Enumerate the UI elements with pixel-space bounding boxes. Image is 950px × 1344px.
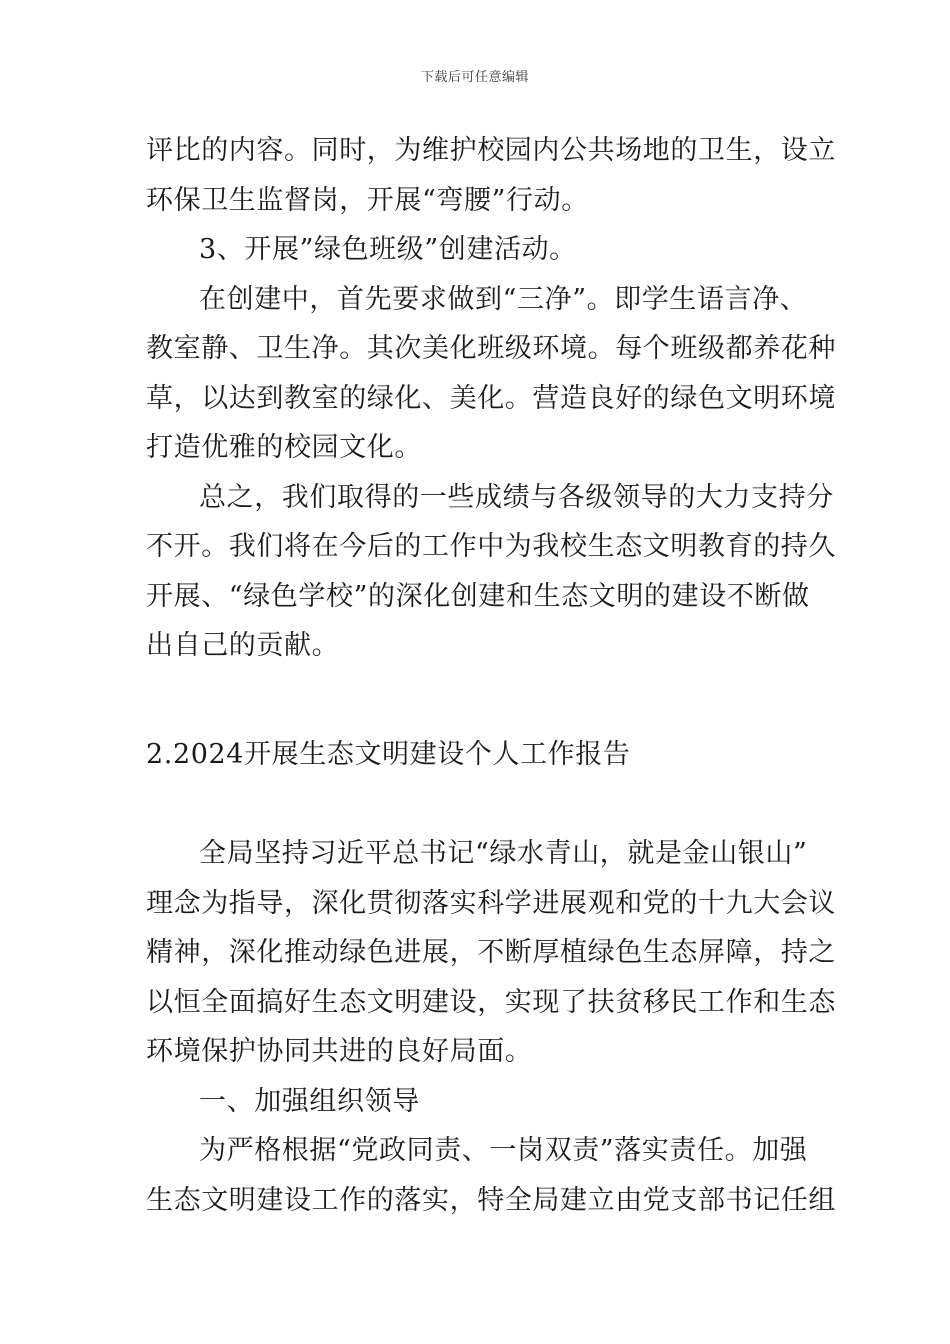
paragraph-line: 以恒全面搞好生态文明建设，实现了扶贫移民工作和生态 — [146, 986, 836, 1018]
paragraph-line: 环保卫生监督岗，开展“弯腰”行动。 — [146, 184, 589, 216]
page-header: 下载后可任意编辑 — [420, 70, 529, 85]
paragraph-line: 为严格根据“党政同责、一岗双责”落实责任。加强 — [199, 1135, 808, 1166]
spacer — [146, 779, 810, 829]
paragraph-line: 精神，深化推动绿色进展，不断厚植绿色生态屏障，持之 — [146, 937, 836, 968]
paragraph-line: 总之，我们取得的一些成绩与各级领导的大力支持分 — [199, 481, 834, 513]
paragraph-line: 出自己的贡献。 — [146, 630, 340, 661]
paragraph-line: 在创建中，首先要求做到“三净”。即学生语言净、 — [199, 283, 808, 315]
paragraph-line: 不开。我们将在今后的工作中为我校生态文明教育的持久 — [146, 531, 836, 562]
section-item-3: 3、开展”绿色班级”创建活动。 — [199, 234, 577, 265]
paragraph-line: 草，以达到教室的绿化、美化。营造良好的绿色文明环境 — [146, 382, 836, 414]
subsection-heading: 一、加强组织领导 — [199, 1085, 420, 1117]
paragraph-line: 开展、“绿色学校”的深化创建和生态文明的建设不断做 — [146, 580, 810, 612]
paragraph-line: 教室静、卫生净。其次美化班级环境。每个班级都养花种 — [146, 333, 836, 364]
paragraph-line: 评比的内容。同时，为维护校园内公共场地的卫生，设立 — [146, 135, 836, 166]
document-body — [146, 126, 836, 1225]
section-heading: 2.2024开展生态文明建设个人工作报告 — [146, 738, 631, 770]
paragraph-line: 打造优雅的校园文化。 — [146, 432, 422, 463]
paragraph-line: 环境保护协同共进的良好局面。 — [146, 1036, 533, 1067]
paragraph-line: 生态文明建设工作的落实，特全局建立由党支部书记任组 — [146, 1184, 836, 1216]
paragraph-line: 全局坚持习近平总书记“绿水青山，就是金山银山” — [199, 838, 808, 869]
spacer — [146, 671, 810, 730]
paragraph-line: 理念为指导，深化贯彻落实科学进展观和党的十九大会议 — [146, 887, 836, 919]
